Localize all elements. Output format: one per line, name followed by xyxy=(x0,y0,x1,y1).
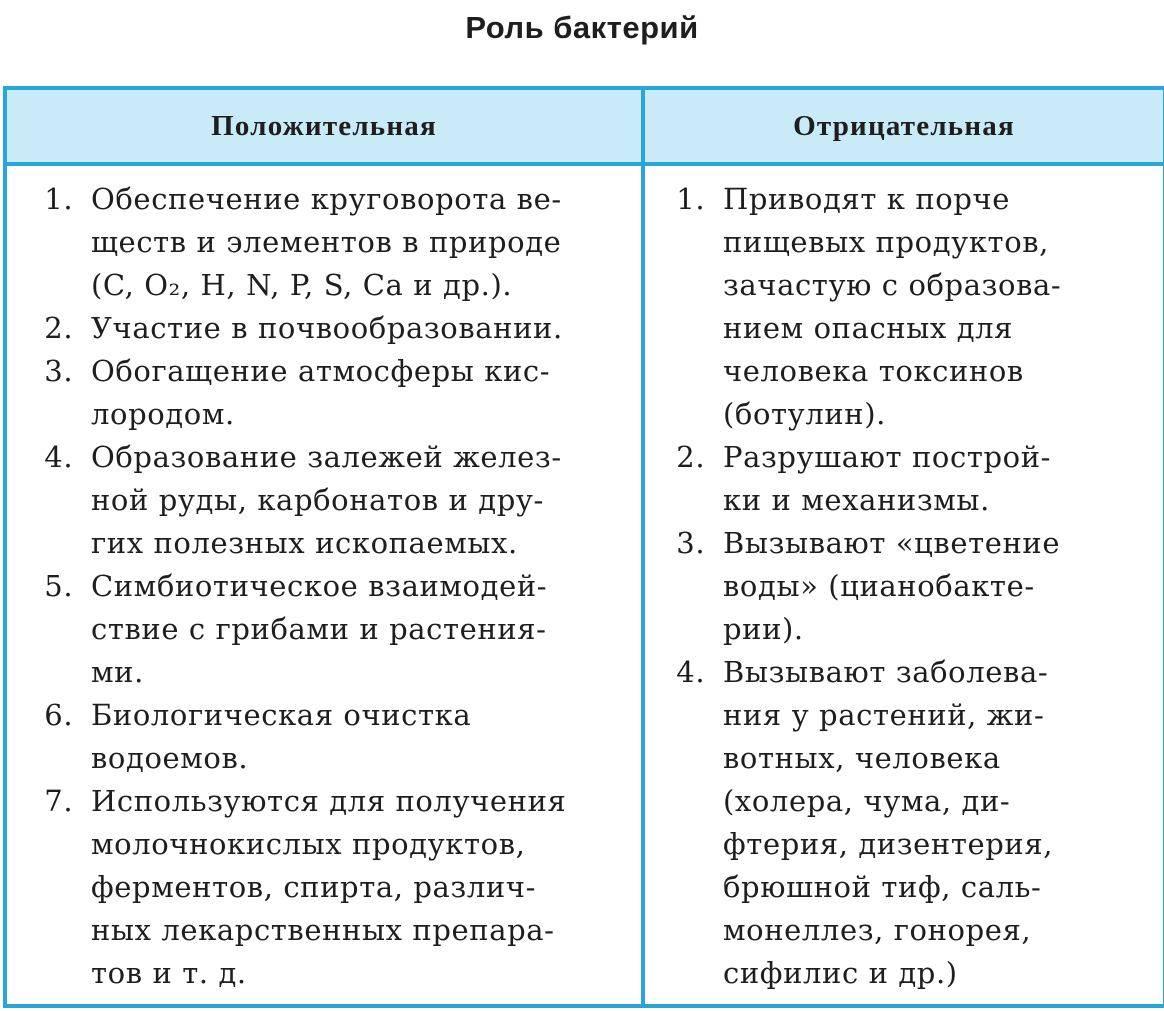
item-number: 4. xyxy=(676,655,706,689)
item-number: 3. xyxy=(44,354,74,388)
positive-list xyxy=(7,178,631,995)
item-text: Биологическая очистка водоемов. xyxy=(91,698,472,775)
bacteria-role-table xyxy=(3,86,1164,1008)
table-body-row xyxy=(5,164,1164,1006)
list-item xyxy=(7,436,631,565)
item-number: 2. xyxy=(44,311,74,345)
item-number: 1. xyxy=(44,182,74,216)
item-text: Участие в почвообразовании. xyxy=(91,311,563,345)
item-text: Вызывают заболева- ния у растений, жи- вотных, человека (холера, чума, ди- фтерия, дизентерия, брюшной тиф, саль- монеллез, гонорея, сифилис и др.) xyxy=(723,655,1054,990)
table-header-row xyxy=(5,88,1164,164)
negative-cell xyxy=(643,164,1164,1006)
list-item xyxy=(645,522,1153,651)
list-item xyxy=(7,780,631,995)
item-number: 7. xyxy=(44,784,74,818)
item-text: Симбиотическое взаимодей- ствие с грибами и растения- ми. xyxy=(91,569,548,689)
item-text: Обеспечение круговорота ве- ществ и элементов в природе (C, O₂, H, N, P, S, Ca и др.). xyxy=(91,182,562,302)
item-text: Образование залежей желез- ной руды, карбонатов и дру- гих полезных ископаемых. xyxy=(91,440,562,560)
item-text: Приводят к порче пищевых продуктов, зачастую с образова- нием опасных для человека токсинов (ботулин). xyxy=(723,182,1062,431)
list-item xyxy=(645,436,1153,522)
item-number: 4. xyxy=(44,440,74,474)
list-item xyxy=(7,350,631,436)
item-number: 2. xyxy=(676,440,706,474)
list-item xyxy=(7,694,631,780)
positive-cell xyxy=(5,164,643,1006)
item-number: 6. xyxy=(44,698,74,732)
header-negative: Отрицательная xyxy=(643,88,1164,164)
item-text: Разрушают построй- ки и механизмы. xyxy=(723,440,1052,517)
list-item xyxy=(7,565,631,694)
negative-list xyxy=(645,178,1153,995)
list-item xyxy=(7,307,631,350)
item-text: Обогащение атмосферы кис- лородом. xyxy=(91,354,551,431)
item-number: 5. xyxy=(44,569,74,603)
list-item xyxy=(645,178,1153,436)
header-positive: Положительная xyxy=(5,88,643,164)
item-number: 1. xyxy=(676,182,706,216)
list-item xyxy=(7,178,631,307)
list-item xyxy=(645,651,1153,995)
item-text: Вызывают «цветение воды» (цианобакте- рии). xyxy=(723,526,1061,646)
item-number: 3. xyxy=(676,526,706,560)
item-text: Используются для получения молочнокислых продуктов, ферментов, спирта, различ- ных лекарственных препара- тов и т. д. xyxy=(91,784,567,990)
page-title: Роль бактерий xyxy=(465,10,699,45)
